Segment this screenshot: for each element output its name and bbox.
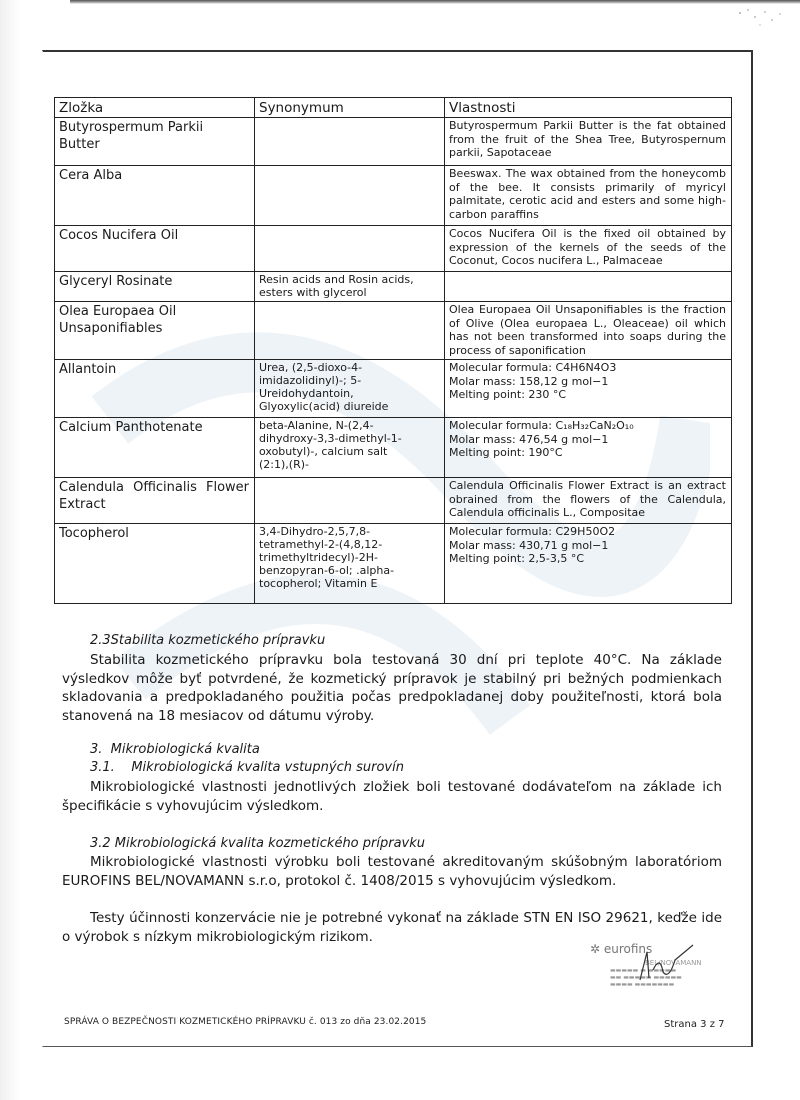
cell-properties-line: Molecular formula: C4H6N4O3 (449, 361, 617, 374)
cell-properties (445, 524, 732, 604)
cell-ingredient-line: Cera Alba (59, 168, 123, 183)
cell-properties-line: Cocos Nucifera Oil is the fixed oil obtained by expression of the kernels of the seeds of the Coconut, Cocos nucifera L., Palmaceae (449, 227, 726, 267)
header-ingredient: Zložka (55, 98, 255, 118)
cell-synonym-line: 3,4-Dihydro-2,5,7,8- (259, 525, 371, 538)
cell-synonym-line: Resin acids and Rosin acids, (259, 273, 414, 286)
cell-synonym-line: esters with glycerol (259, 286, 367, 299)
cell-ingredient-line: Glyceryl Rosinate (59, 274, 173, 289)
table-header-row (55, 98, 732, 118)
cell-properties (445, 418, 732, 478)
section-2-3-title: 2.3Stabilita kozmetického prípravku (90, 633, 326, 648)
cell-ingredient (55, 226, 255, 272)
cell-synonym-line: beta-Alanine, N-(2,4- (259, 419, 374, 432)
header-properties: Vlastnosti (445, 98, 732, 118)
cell-synonym-line: Urea, (2,5-dioxo-4- (259, 361, 363, 374)
cell-ingredient (55, 302, 255, 360)
cell-ingredient-line: Butter (59, 137, 100, 152)
section-3-2-body: Mikrobiologické vlastnosti výrobku boli testované akreditovaným skúšobným laboratóriom EUROFINS BEL/NOVAMANN s.r.o, protokol č. 1408/2015 s vyhovujúcim výsledkom. (62, 854, 722, 889)
cell-synonym (255, 524, 445, 604)
cell-properties (445, 166, 732, 226)
cell-ingredient-line: Butyrospermum Parkii (59, 120, 204, 135)
page-number: Strana 3 z 7 (664, 1019, 725, 1030)
cell-synonym (255, 118, 445, 166)
cell-properties-line: Melting point: 2,5-3,5 °C (449, 552, 585, 565)
table-row (55, 302, 732, 360)
header-synonym: Synonymum (255, 98, 445, 118)
cell-synonym (255, 302, 445, 360)
table-row (55, 360, 732, 418)
cell-ingredient-line: Cocos Nucifera Oil (59, 228, 179, 243)
section-3-1-title: 3.1. Mikrobiologická kvalita vstupných surovín (90, 760, 404, 775)
cell-properties-line: Melting point: 190°C (449, 446, 563, 459)
section-3-2-title: 3.2 Mikrobiologická kvalita kozmetického prípravku (90, 836, 425, 851)
cell-ingredient (55, 166, 255, 226)
table-row (55, 166, 732, 226)
conservation-note: Testy účinnosti konzervácie nie je potrebné vykonať na základe STN EN ISO 29621, keďže ide o výrobok s nízkym mikrobiologickým rizikom. (62, 910, 722, 945)
table-row (55, 272, 732, 302)
stamp-company-name: BEL/NOVAMANN (645, 959, 702, 967)
cell-ingredient (55, 478, 255, 524)
cell-ingredient-line: Calcium Panthotenate (59, 420, 203, 435)
cell-ingredient (55, 360, 255, 418)
table-row (55, 418, 732, 478)
table-row (55, 118, 732, 166)
cell-synonym-line: imidazolidinyl)-; 5- (259, 374, 362, 387)
cell-ingredient (55, 272, 255, 302)
stamp-address: BEL/NOVAMANN ▬▬▬▬▬ ▬ ▬▬▬▬▬ ▬▬ ▬▬▬▬▬ ▬▬▬▬▬ ▬▬▬▬ ▬▬▬▬▬▬▬ (610, 959, 702, 988)
table-row (55, 524, 732, 604)
cell-ingredient (55, 418, 255, 478)
cell-synonym-line: oxobutyl)-, calcium salt (259, 445, 388, 458)
cell-properties (445, 118, 732, 166)
ingredients-table (54, 97, 732, 604)
cell-properties (445, 272, 732, 302)
cell-ingredient-line: Olea Europaea Oil (59, 304, 177, 319)
cell-synonym-line: trimethyltridecyl)-2H- (259, 551, 378, 564)
cell-ingredient-line: Calendula Officinalis Flower Extract (59, 480, 249, 512)
cell-properties-line: Molar mass: 158,12 g mol−1 (449, 374, 609, 388)
cell-properties-line: Calendula Officinalis Flower Extract is an extract obrained from the flowers of the Calendula, Calendula officinalis L., Compositae (449, 479, 726, 519)
cell-synonym (255, 226, 445, 272)
cell-synonym-line: benzopyran-6-ol; .alpha- (259, 564, 395, 577)
section-3-title: 3. Mikrobiologická kvalita (90, 742, 260, 757)
cell-properties (445, 226, 732, 272)
cell-ingredient (55, 118, 255, 166)
cell-properties (445, 360, 732, 418)
cell-ingredient-line: Unsaponifiables (59, 321, 163, 336)
footer-document-title: SPRÁVA O BEZPEČNOSTI KOZMETICKÉHO PRÍPRAVKU č. 013 zo dňa 23.02.2015 (64, 1017, 427, 1027)
signature (635, 940, 695, 985)
cell-synonym-line: tocopherol; Vitamin E (259, 577, 378, 590)
cell-synonym-line: Ureidohydantoin, (259, 387, 354, 400)
cell-synonym (255, 360, 445, 418)
section-3-1-body: Mikrobiologické vlastnosti jednotlivých zložiek boli testované dodávateľom na základe ich špecifikácie s vyhovujúcim výsledkom. (62, 779, 722, 814)
cell-properties (445, 478, 732, 524)
table-row (55, 478, 732, 524)
cell-ingredient (55, 524, 255, 604)
cell-synonym (255, 478, 445, 524)
scan-edge (0, 0, 800, 4)
table-row (55, 226, 732, 272)
cell-properties-line: Molar mass: 476,54 g mol−1 (449, 432, 609, 446)
cell-properties (445, 302, 732, 360)
cell-properties-line: Olea Europaea Oil Unsaponifiables is the fraction of Olive (Olea europaea L., Oleaceae) oil which has not been transformed into soaps during the process of saponification (449, 303, 726, 357)
lab-stamp (580, 940, 730, 1010)
cell-properties-line: Molecular formula: C₁₈H₃₂CaN₂O₁₀ (449, 419, 634, 432)
cell-properties-line: Molar mass: 430,71 g mol−1 (449, 538, 609, 552)
cell-synonym (255, 166, 445, 226)
cell-synonym-line: Glyoxylic(acid) diureide (259, 400, 389, 413)
cell-ingredient-line: Allantoin (59, 362, 117, 377)
cell-properties-line: Molecular formula: C29H50O2 (449, 525, 616, 538)
section-2-3-body: Stabilita kozmetického prípravku bola testovaná 30 dní pri teplote 40°C. Na základe výsledkov môže byť potvrdené, že kozmetický prípravok je stabilný pri bežných podmienkach skladovania a predpokladaného použitia počas predpokladanej doby použiteľnosti, ktorá bola stanovená na 18 mesiacov od dátumu výroby. (62, 652, 722, 724)
cell-synonym-line: dihydroxy-3,3-dimethyl-1- (259, 432, 402, 445)
stamp-logo-text: eurofins (603, 942, 653, 956)
cell-ingredient-line: Tocopherol (59, 526, 129, 541)
cell-synonym (255, 272, 445, 302)
cell-properties-line: Melting point: 230 °C (449, 388, 567, 401)
cell-synonym-line: tetramethyl-2-(4,8,12- (259, 538, 383, 551)
cell-synonym (255, 418, 445, 478)
cell-properties-line: Beeswax. The wax obtained from the honeycomb of the bee. It consists primarily of myricyl palmitate, cerotic acid and esters and some high-carbon paraffins (449, 167, 726, 221)
eurofins-logo: ✲ eurofins (590, 942, 653, 956)
cell-properties-line: Butyrospermum Parkii Butter is the fat obtained from the fruit of the Shea Tree, Butyrospernum parkii, Sapotaceae (449, 119, 726, 159)
scan-specks (730, 5, 790, 35)
cell-synonym-line: (2:1),(R)- (259, 458, 309, 471)
